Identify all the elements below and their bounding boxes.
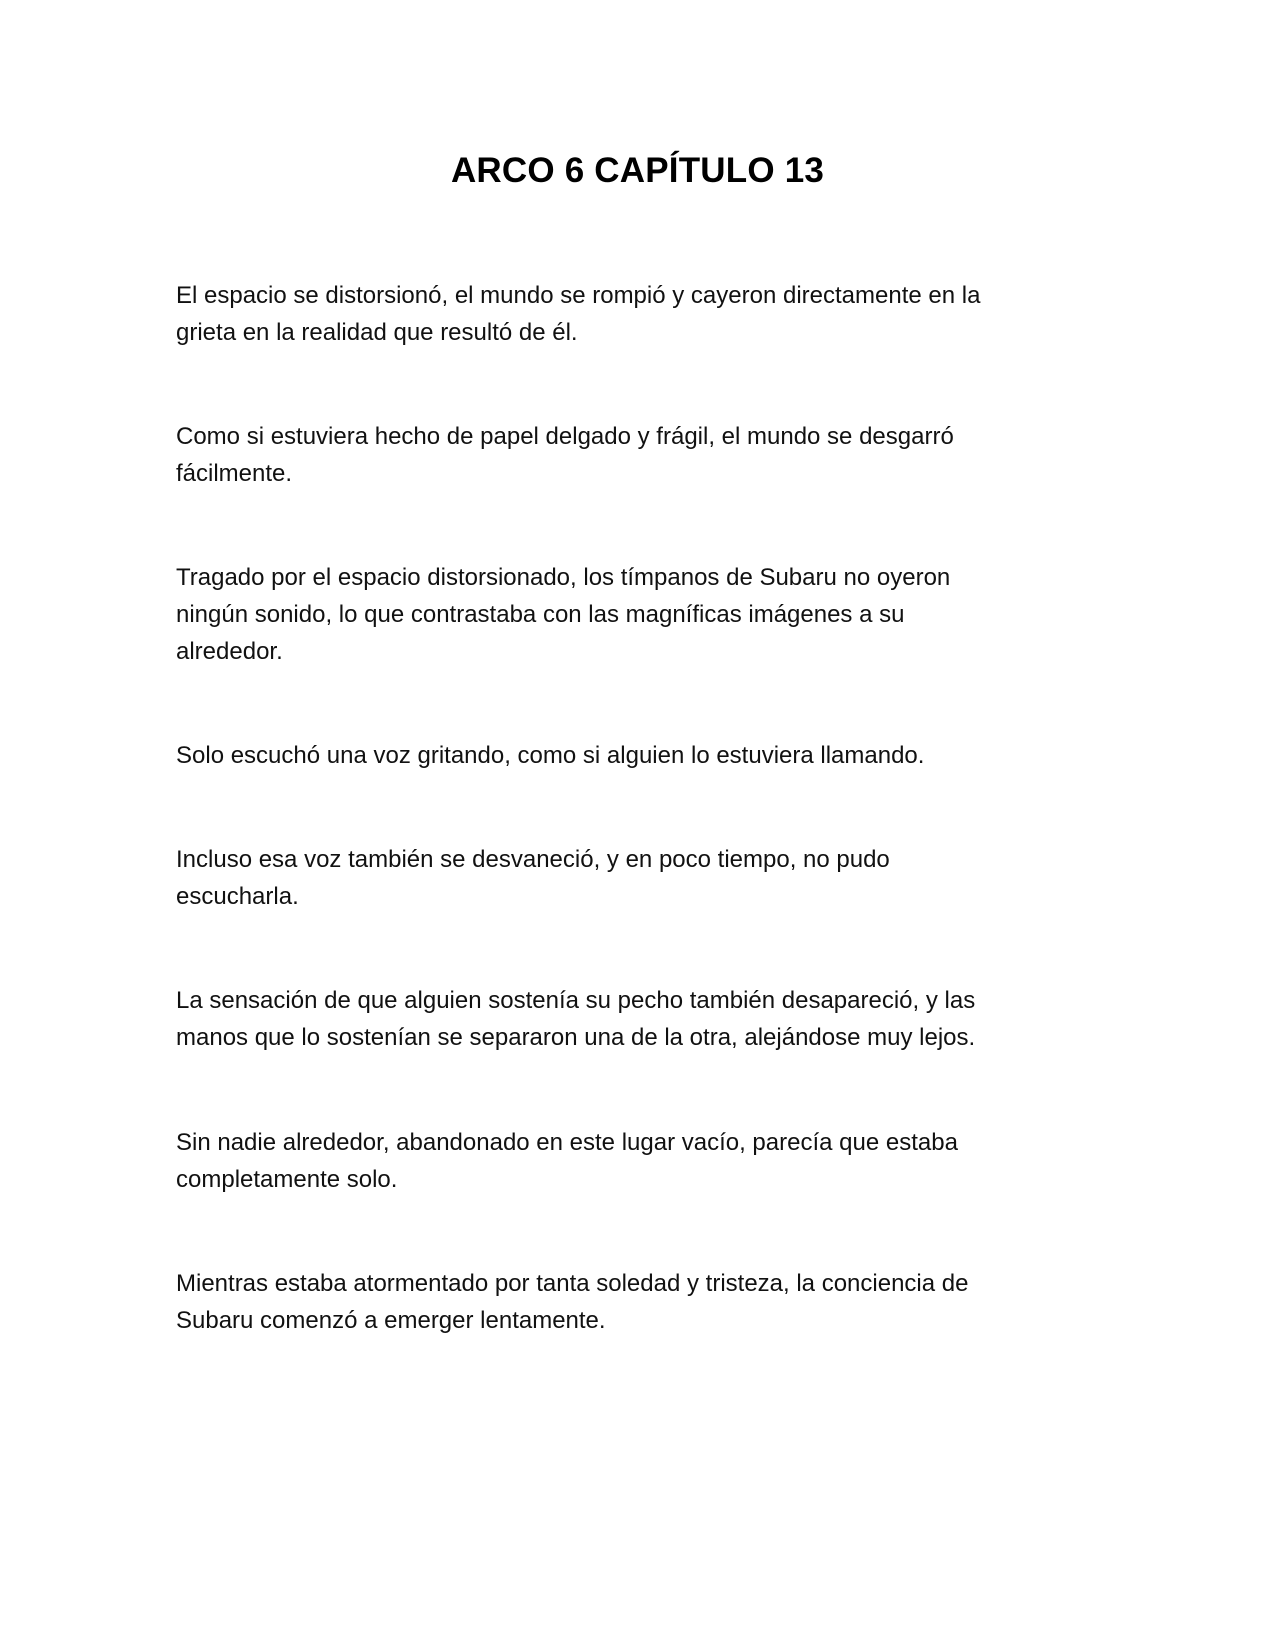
paragraph-line: completamente solo.	[176, 1166, 398, 1193]
paragraph-line: escucharla.	[176, 883, 299, 910]
paragraph-8	[176, 1265, 1076, 1339]
paragraph-line: Sin nadie alrededor, abandonado en este lugar vacío, parecía que estaba	[176, 1129, 958, 1156]
chapter-title: ARCO 6 CAPÍTULO 13	[450, 151, 825, 190]
paragraph-7	[176, 1124, 1076, 1198]
paragraph-line: La sensación de que alguien sostenía su pecho también desapareció, y las	[176, 987, 976, 1014]
paragraph-line: alrededor.	[176, 638, 283, 665]
paragraph-line: grieta en la realidad que resultó de él.	[176, 319, 578, 346]
paragraph-line: Subaru comenzó a emerger lentamente.	[176, 1307, 606, 1334]
paragraph-line: fácilmente.	[176, 460, 293, 487]
paragraph-5	[176, 841, 1076, 915]
paragraph-line: ningún sonido, lo que contrastaba con las magníficas imágenes a su	[176, 601, 905, 628]
paragraph-line: Incluso esa voz también se desvaneció, y en poco tiempo, no pudo	[176, 846, 890, 873]
paragraph-2	[176, 418, 1076, 492]
paragraph-line: Como si estuviera hecho de papel delgado y frágil, el mundo se desgarró	[176, 423, 954, 450]
paragraph-line: Tragado por el espacio distorsionado, los tímpanos de Subaru no oyeron	[176, 564, 951, 591]
paragraph-line: Solo escuchó una voz gritando, como si alguien lo estuviera llamando.	[176, 742, 925, 769]
paragraph-6	[176, 982, 1076, 1056]
paragraph-line: El espacio se distorsionó, el mundo se rompió y cayeron directamente en la	[176, 282, 981, 309]
paragraph-4	[176, 737, 1076, 774]
paragraph-1	[176, 277, 1076, 351]
paragraph-3	[176, 559, 1076, 670]
paragraph-line: manos que lo sostenían se separaron una de la otra, alejándose muy lejos.	[176, 1024, 976, 1051]
paragraph-line: Mientras estaba atormentado por tanta soledad y tristeza, la conciencia de	[176, 1270, 969, 1297]
